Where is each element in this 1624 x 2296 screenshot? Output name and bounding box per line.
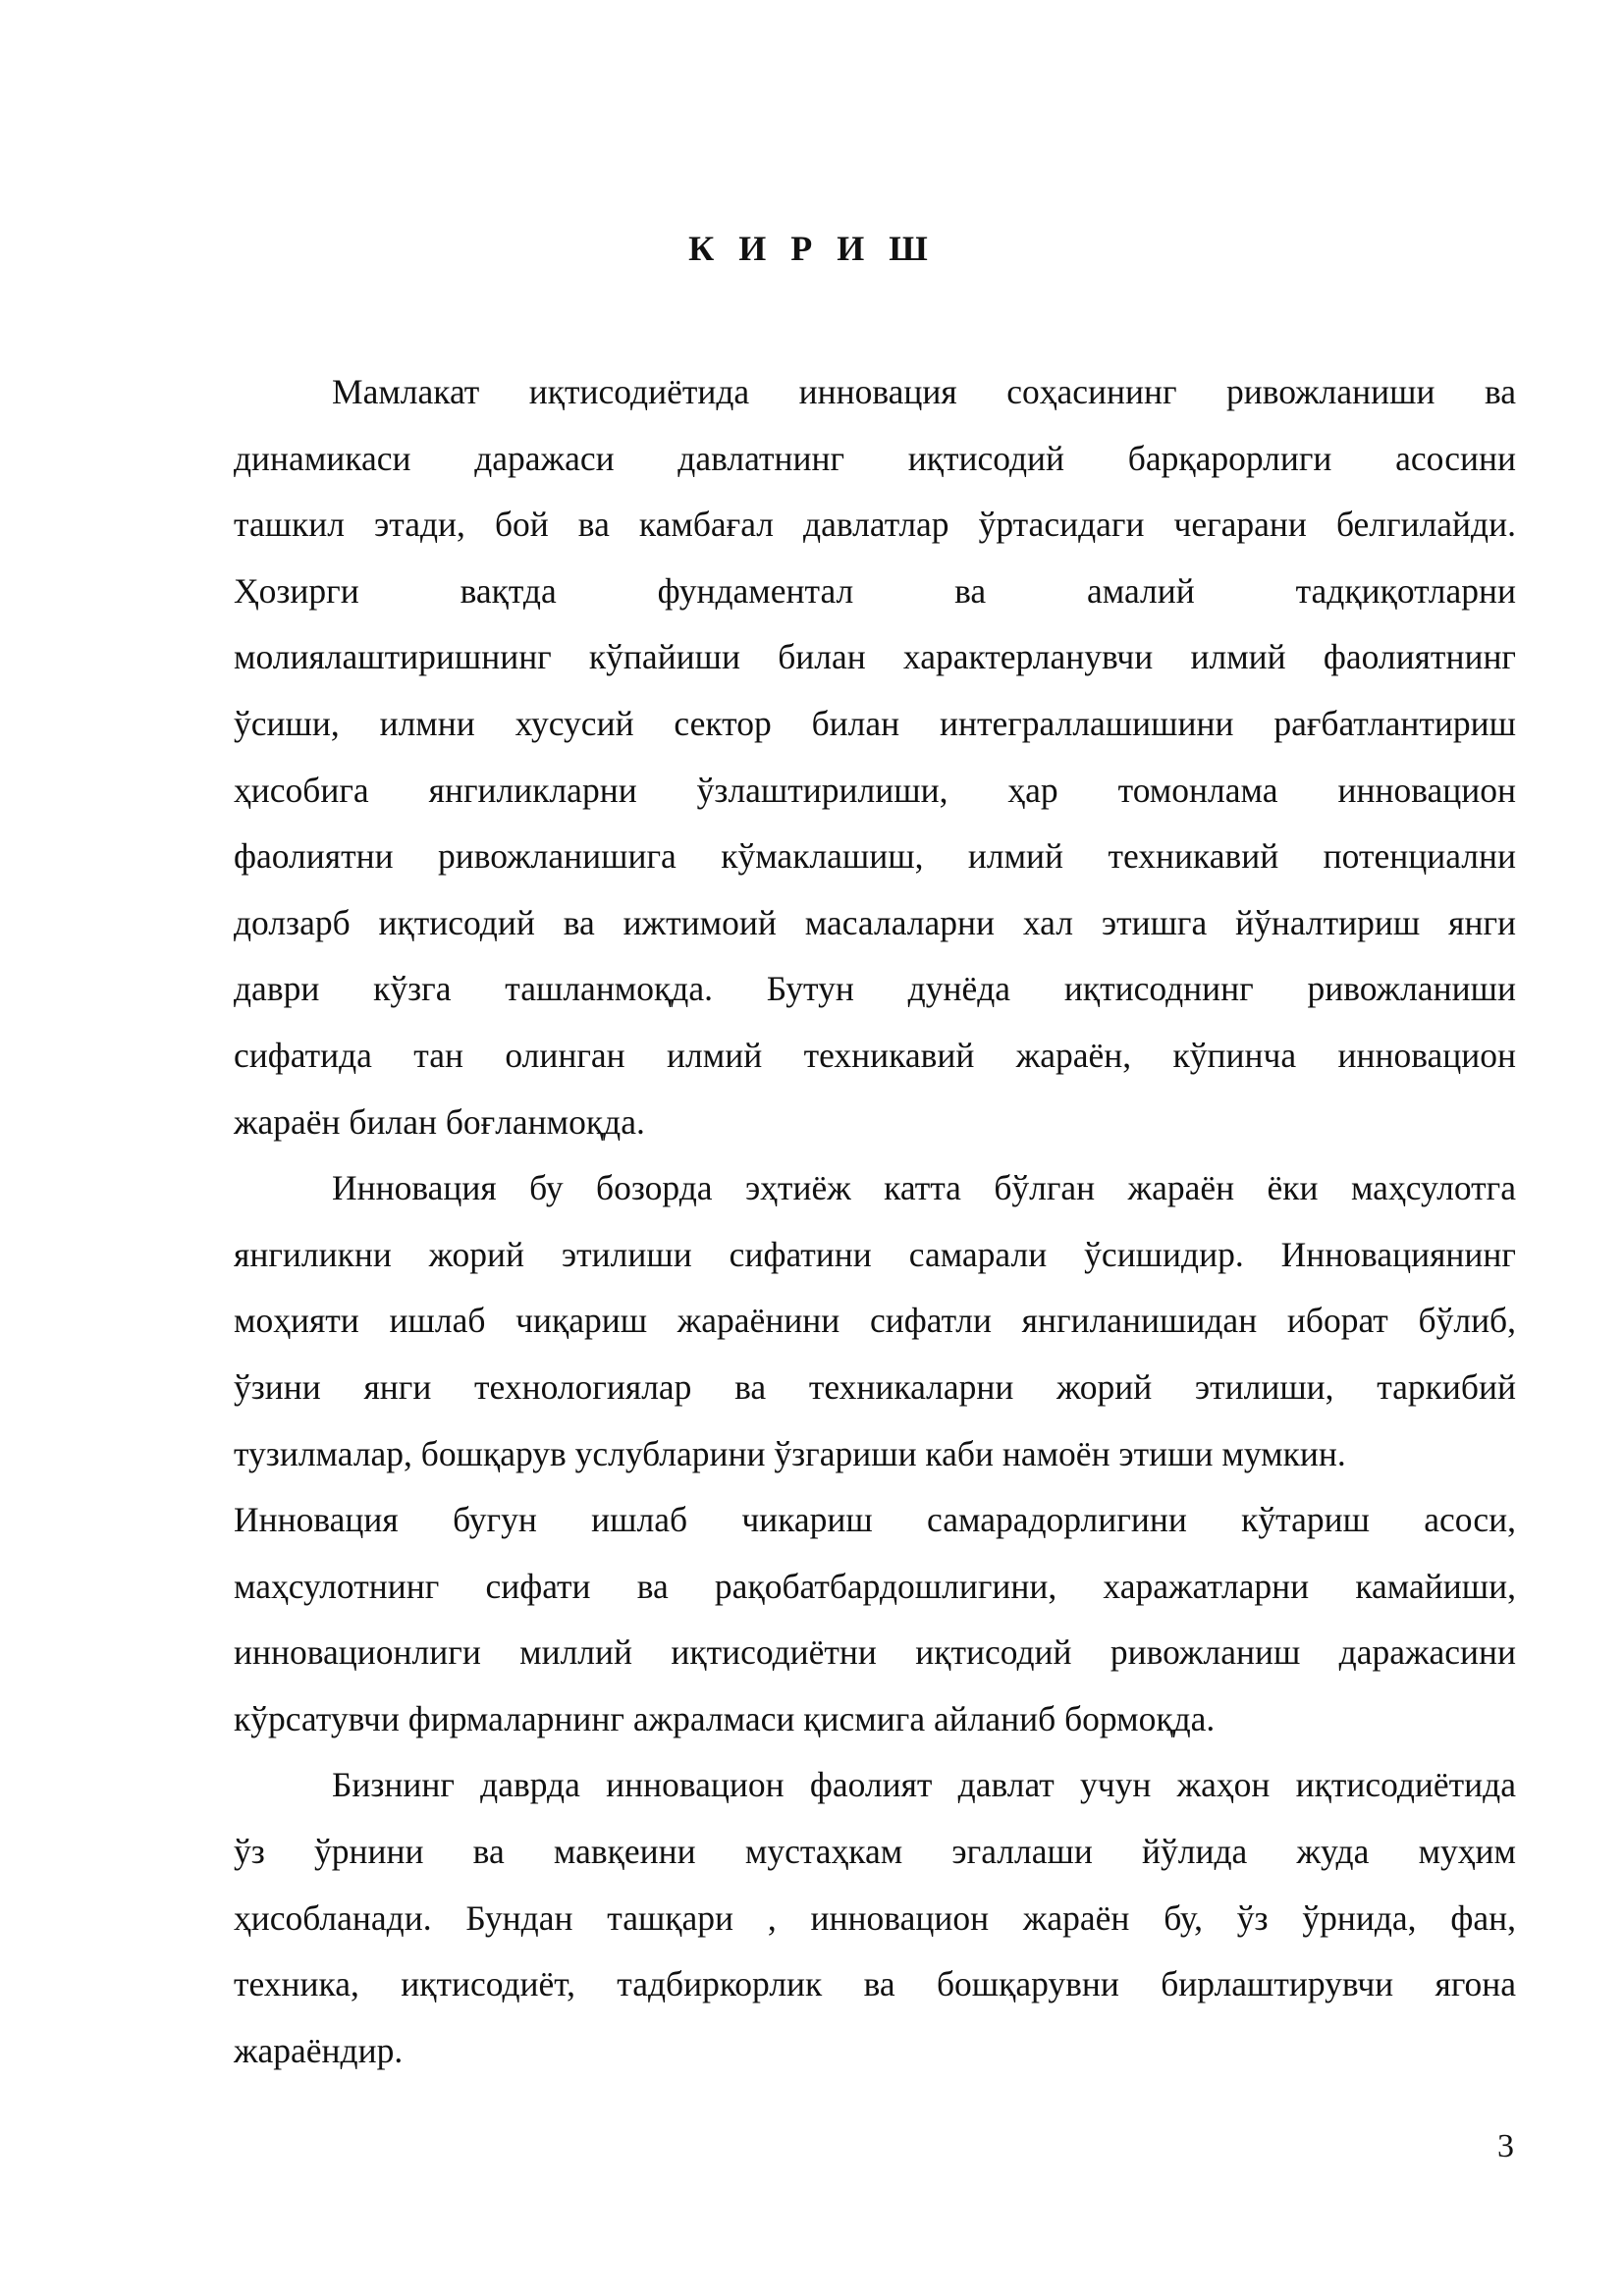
text-line: инновационлиги миллий иқтисодиётни иқтисодий ривожланиш даражасини bbox=[234, 1632, 1516, 1673]
text-line: сифатида тан олинган илмий техникавий жараён, кўпинча инновацион bbox=[234, 1035, 1516, 1075]
text-line: ўз ўрнини ва мавқеини мустаҳкам эгаллаши йўлида жуда муҳим bbox=[234, 1832, 1516, 1872]
text-line: янгиликни жорий этилиши сифатини самарали ўсишидир. Инновациянинг bbox=[234, 1234, 1516, 1274]
page-title: К И Р И Ш bbox=[688, 229, 936, 268]
text-line: молиялаштиришнинг кўпайиши билан характерланувчи илмий фаолиятнинг bbox=[234, 637, 1516, 677]
text-line: даври кўзга ташланмоқда. Бутун дунёда иқтисоднинг ривожланиши bbox=[234, 969, 1516, 1009]
text-line: маҳсулотнинг сифати ва рақобатбардошлигини, харажатларни камайиши, bbox=[234, 1566, 1516, 1606]
text-line: кўрсатувчи фирмаларнинг ажралмаси қисмига айланиб бормоқда. bbox=[234, 1698, 1216, 1738]
text-line: Ҳозирги вақтда фундаментал ва амалий тадқиқотларни bbox=[234, 570, 1516, 611]
text-line: долзарб иқтисодий ва ижтимоий масалаларни хал этишга йўналтириш янги bbox=[234, 902, 1516, 942]
text-line: техника, иқтисодиёт, тадбиркорлик ва бошқарувни бирлаштирувчи ягона bbox=[234, 1964, 1516, 2004]
text-line: ўзини янги технологиялар ва техникаларни жорий этилиши, таркибий bbox=[234, 1366, 1516, 1407]
text-line: Мамлакат иқтисодиётида инновация соҳасининг ривожланиши ва bbox=[332, 372, 1516, 411]
text-line: динамикаси даражаси давлатнинг иқтисодий барқарорлиги асосини bbox=[234, 438, 1516, 478]
body-text bbox=[234, 359, 1516, 2084]
text-line: Инновация бугун ишлаб чикариш самарадорлигини кўтариш асоси, bbox=[234, 1500, 1516, 1540]
text-line: Бизнинг даврда инновацион фаолият давлат учун жаҳон иқтисодиётида bbox=[332, 1765, 1516, 1805]
text-line: ташкил этади, бой ва камбағал давлатлар ўртасидаги чегарани белгилайди. bbox=[234, 505, 1516, 545]
page-number: 3 bbox=[1497, 2128, 1514, 2164]
text-line: ўсиши, илмни хусусий сектор билан интеграллашишини рағбатлантириш bbox=[234, 703, 1516, 743]
text-line: фаолиятни ривожланишига кўмаклашиш, илмий техникавий потенциални bbox=[234, 836, 1516, 877]
text-line: Инновация бу бозорда эҳтиёж катта бўлган жараён ёки маҳсулотга bbox=[332, 1168, 1516, 1208]
text-line: жараён билан боғланмоқда. bbox=[234, 1101, 645, 1142]
text-line: тузилмалар, бошқарув услубларини ўзгариши каби намоён этиши мумкин. bbox=[234, 1433, 1346, 1473]
text-line: моҳияти ишлаб чиқариш жараёнини сифатли янгиланишидан иборат бўлиб, bbox=[234, 1301, 1516, 1341]
text-line: ҳисобига янгиликларни ўзлаштирилиши, ҳар томонлама инновацион bbox=[234, 770, 1516, 810]
text-line: ҳисобланади. Бундан ташқари , инновацион жараён бу, ўз ўрнида, фан, bbox=[234, 1897, 1516, 1938]
text-line: жараёндир. bbox=[234, 2030, 404, 2070]
